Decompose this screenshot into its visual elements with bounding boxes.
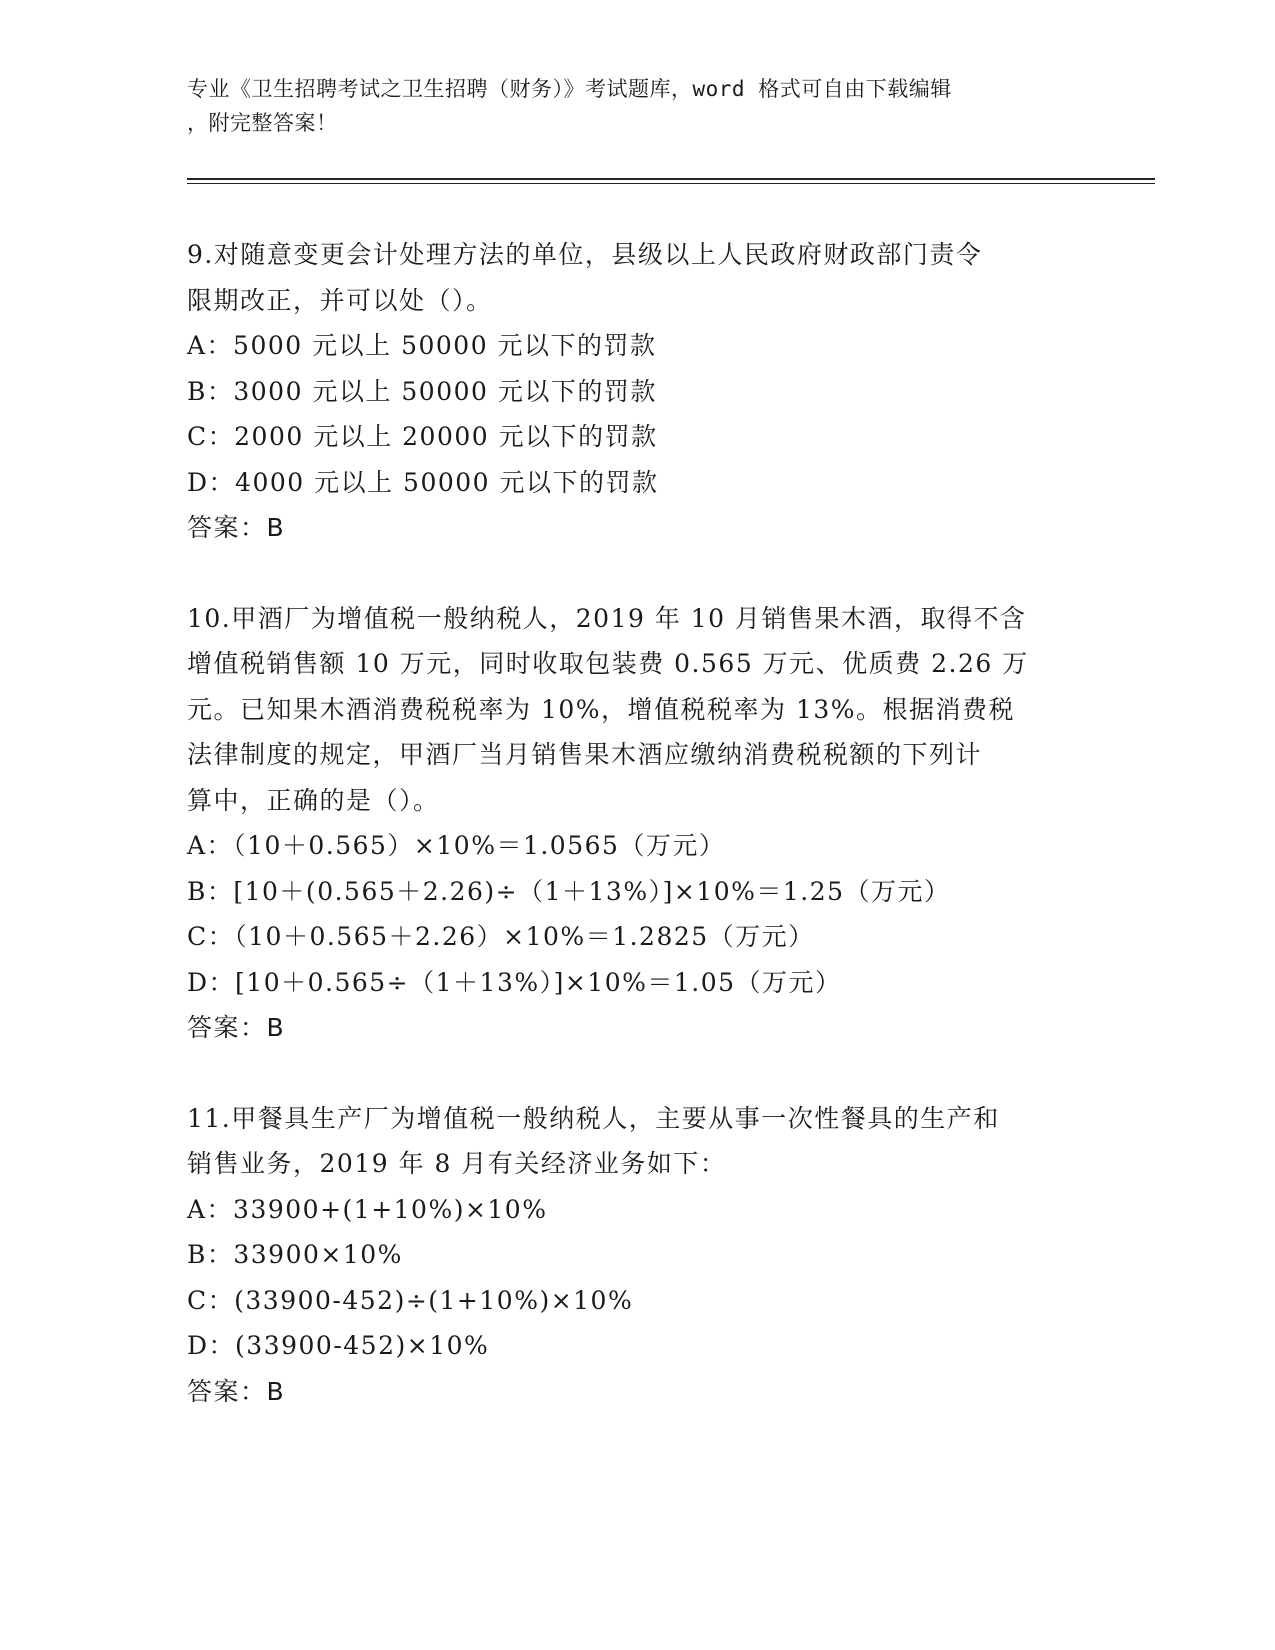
question-11: [187, 1096, 1087, 1415]
header-divider-thick: [187, 178, 1155, 180]
option-c: C：(33900-452)÷(1+10%)×10%: [187, 1285, 634, 1315]
question-stem-line: 法律制度的规定，甲酒厂当月销售果木酒应缴纳消费税税额的下列计: [187, 740, 983, 769]
option-d: D：4000 元以上 50000 元以下的罚款: [187, 467, 659, 497]
question-stem-line: 增值税销售额 10 万元，同时收取包装费 0.565 万元、优质费 2.26 万: [187, 649, 1029, 678]
question-stem-line: 算中，正确的是（）。: [187, 785, 440, 815]
answer-line: 答案：B: [187, 513, 286, 542]
option-c: C：2000 元以上 20000 元以下的罚款: [187, 422, 658, 451]
answer-line: 答案：B: [187, 1013, 286, 1042]
question-stem-line: 限期改正，并可以处（）。: [187, 285, 493, 315]
answer-line: 答案：B: [187, 1376, 286, 1406]
question-stem-line: 11.甲餐具生产厂为增值税一般纳税人，主要从事一次性餐具的生产和: [187, 1103, 1000, 1133]
option-d: D：[10＋0.565÷（1＋13%）]×10%＝1.05（万元）: [187, 967, 842, 997]
option-c: C：（10＋0.565＋2.26）×10%＝1.2825（万元）: [187, 922, 815, 951]
option-a: A：5000 元以上 50000 元以下的罚款: [187, 331, 657, 360]
document-header: [187, 72, 1067, 140]
option-d: D：(33900-452)×10%: [187, 1331, 490, 1360]
question-stem-line: 10.甲酒厂为增值税一般纳税人，2019 年 10 月销售果木酒，取得不含: [187, 603, 1027, 633]
option-a: A：（10＋0.565）×10%＝1.0565（万元）: [187, 831, 726, 860]
question-stem-line: 元。已知果木酒消费税税率为 10%，增值税税率为 13%。根据消费税: [187, 694, 1016, 724]
header-line-2: ，附完整答案！: [187, 111, 338, 135]
header-line-1: 专业《卫生招聘考试之卫生招聘（财务）》考试题库，word 格式可自由下载编辑: [187, 77, 952, 101]
option-b: B：33900×10%: [187, 1240, 403, 1269]
option-a: A：33900+(1+10%)×10%: [187, 1194, 548, 1224]
question-10: [187, 596, 1087, 1051]
question-stem-line: 9.对随意变更会计处理方法的单位，县级以上人民政府财政部门责令: [187, 240, 983, 269]
option-b: B：3000 元以上 50000 元以下的罚款: [187, 376, 657, 406]
question-9: [187, 232, 1087, 551]
question-list: [187, 232, 1087, 1414]
option-b: B：[10＋(0.565＋2.26)÷（1＋13%）]×10%＝1.25（万元）: [187, 876, 951, 906]
header-divider-thin: [187, 183, 1155, 184]
question-stem-line: 销售业务，2019 年 8 月有关经济业务如下：: [187, 1149, 727, 1178]
